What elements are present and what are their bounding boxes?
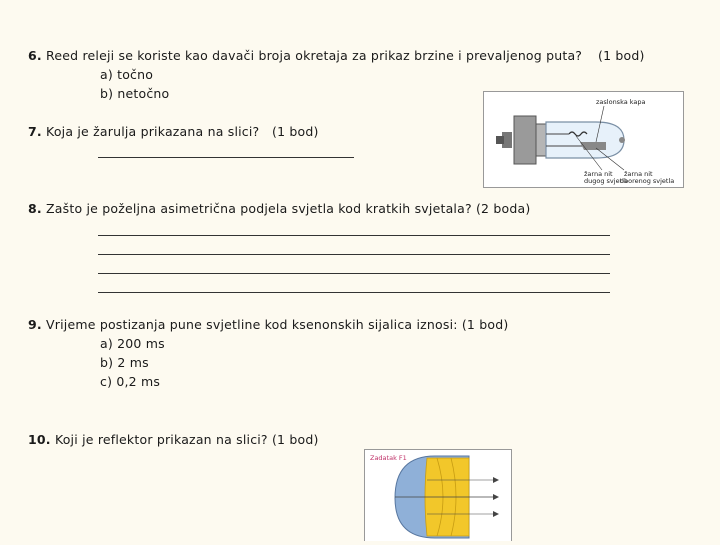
q6-option-a[interactable]: a) točno [100,67,154,82]
q7-number: 7. [28,124,42,139]
q8-question [28,201,530,217]
bulb-label-low-beam-1: žarna nit [624,170,653,178]
q8-text: Zašto je poželjna asimetrična podjela svjetla kod kratkih svjetala? [46,201,472,216]
bulb-label-high-beam-2: dugog svjetla [584,177,628,185]
q6-number: 6. [28,48,42,63]
q7-question [28,124,259,140]
q10-number: 10. [28,432,51,447]
reflector-figure-label: Zadatak F1 [370,454,407,462]
q6-option-b[interactable]: b) netočno [100,86,170,101]
q9-option-a[interactable]: a) 200 ms [100,336,165,351]
q7-bulb-figure [483,91,684,188]
q8-answer-line-2[interactable] [98,254,610,255]
q10-reflector-figure [364,449,512,541]
q8-answer-line-1[interactable] [98,235,610,236]
q9-points: (1 bod) [461,317,509,332]
q9-text: Vrijeme postizanja pune svjetline kod ksenonskih sijalica iznosi: [46,317,458,332]
q7-text: Koja je žarulja prikazana na slici? [46,124,260,139]
q6-text: Reed releji se koriste kao davači broja okretaja za prikaz brzine i prevaljenog puta? [46,48,583,63]
headlamp-bulb-illustration [484,92,683,187]
q9-number: 9. [28,317,42,332]
q10-points: (1 bod) [271,432,319,447]
q9-question [28,317,508,333]
q8-answer-line-3[interactable] [98,273,610,274]
q7-points: (1 bod) [272,124,319,139]
q10-text: Koji je reflektor prikazan na slici? [54,432,268,447]
bulb-label-shield-cap: zaslonska kapa [596,98,646,106]
bulb-label-low-beam-2: oborenog svjetla [620,177,675,185]
q6-points: (1 bod) [598,48,645,63]
q8-answer-line-4[interactable] [98,292,610,293]
q9-option-b[interactable]: b) 2 ms [100,355,149,370]
q9-option-c[interactable]: c) 0,2 ms [100,374,161,389]
q8-points: (2 boda) [475,201,531,216]
q10-question [28,432,319,448]
reflector-illustration [365,450,511,541]
q8-number: 8. [28,201,42,216]
q7-answer-line[interactable] [98,157,354,158]
bulb-label-high-beam-1: žarna nit [584,170,613,178]
q6-question [28,48,582,64]
